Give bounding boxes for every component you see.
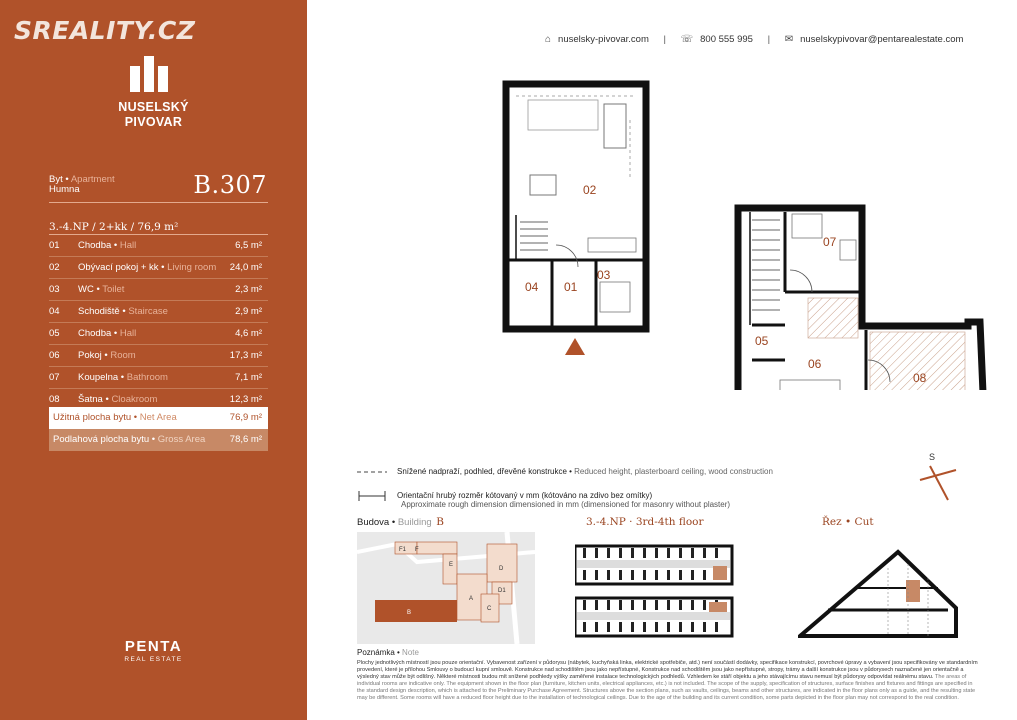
room-label-07: 07 [823, 235, 837, 249]
note-label-cs: Poznámka [357, 648, 395, 657]
block-label: B [407, 610, 412, 616]
room-area: 2,3 m² [235, 284, 262, 295]
floor-key-plans [575, 540, 735, 645]
unit-type-en: Apartment [70, 174, 115, 185]
penta-logo: PENTA [124, 638, 183, 655]
room-row: 05 Chodba • Hall 4,6 m² [49, 323, 268, 345]
room-row: 03 WC • Toilet 2,3 m² [49, 279, 268, 301]
room-name-cs: Chodba [78, 240, 112, 251]
room-row: 04 Schodiště • Staircase 2,9 m² [49, 301, 268, 323]
room-name-en: Toilet [102, 284, 125, 295]
building-label-cs: Budova [357, 517, 390, 528]
room-number: 06 [49, 350, 60, 361]
legend-line2-en: Approximate rough dimension dimensioned in mm (dimensioned for masonry without plaster) [401, 500, 731, 509]
room-name-en: Cloakroom [111, 394, 158, 405]
sreality-watermark-logo: SREALITY.CZ [14, 16, 196, 45]
room-area: 12,3 m² [229, 394, 262, 405]
room-name-cs: Pokoj [78, 350, 102, 361]
room-name-en: Hall [119, 240, 137, 251]
room-name-en: Bathroom [126, 372, 168, 383]
room-name-cs: Schodiště [78, 306, 120, 317]
block-label: F1 [399, 547, 407, 553]
legend-line2-cs: Orientační hrubý rozměr kótovaný v mm (kótováno na zdivo bez omítky) [397, 491, 653, 501]
floor-plan [490, 80, 1010, 390]
gross-area-value: 78,6 m² [229, 434, 262, 445]
block-label: E [449, 562, 454, 568]
divider: | [663, 34, 666, 45]
note-body [357, 660, 979, 702]
block-label: D [499, 566, 504, 572]
note-body-en: The areas of individual rooms are indicative only. The equipment shown in the floor plan (furniture, kitchen units, electrical appliances, etc.) is not included. The scope of the supply, specification of structures, surface finishes and fixtures and fittings are specified in the standard design description, which is attached to the Preliminary Purchase Agreement. Structures above the section plans, such as vaults, ceilings, beams and other structures, are indicated in the floor plans only as a guide, and the resulting state may be different. Some rooms will have a reduced floor height due to the installation of technological ceilings. Due to the age of the building and its current condition, some parts depicted in the floor plan may not correspond to the real condition. [357, 674, 976, 701]
room-name-en: Room [110, 350, 136, 361]
room-name-cs: Koupelna [78, 372, 119, 383]
floor-4-plan [738, 208, 985, 390]
dashed-line-icon [357, 468, 387, 476]
room-name-en: Living room [167, 262, 217, 273]
section-cut-title: Řez • Cut [822, 516, 874, 528]
gross-area-label-cs: Podlahová plocha bytu [53, 434, 150, 445]
room-area: 17,3 m² [229, 350, 262, 361]
legend-line1-en: Reduced height, plasterboard ceiling, wood construction [574, 467, 773, 476]
unit-summary: 3.-4.NP / 2+kk / 76,9 m² [49, 221, 179, 233]
room-row: 01 Chodba • Hall 6,5 m² [49, 235, 268, 257]
net-area-row: Užitná plocha bytu • Net Area 76,9 m² [49, 407, 268, 429]
building-label-en: Building [397, 517, 432, 528]
section-cut-label-cs: Řez [822, 516, 842, 528]
sidebar [0, 0, 307, 720]
room-row: 02 Obývací pokoj + kk • Living room 24,0 m² [49, 257, 268, 279]
unit-code: B.307 [193, 171, 267, 199]
room-row: 07 Koupelna • Bathroom 7,1 m² [49, 367, 268, 389]
net-area-value: 76,9 m² [229, 412, 262, 423]
room-name-cs: WC [78, 284, 94, 295]
room-number: 03 [49, 284, 60, 295]
phone-link[interactable]: 800 555 995 [700, 34, 753, 45]
building-value: B [436, 516, 445, 528]
room-number: 05 [49, 328, 60, 339]
email-link[interactable]: nuselskypivovar@pentarealestate.com [800, 34, 964, 45]
room-area: 7,1 m² [235, 372, 262, 383]
entrance-arrow-icon [565, 338, 585, 355]
mail-icon: ✉ [784, 34, 794, 45]
room-area: 4,6 m² [235, 328, 262, 339]
room-number: 07 [49, 372, 60, 383]
legend-line1-cs: Snížené nadpraží, podhled, dřevěné konstrukce [397, 467, 567, 476]
unit-highlight-4np [709, 602, 727, 612]
building-site-map [357, 532, 535, 644]
home-icon: ⌂ [545, 34, 552, 45]
room-area: 2,9 m² [235, 306, 262, 317]
room-area: 24,0 m² [229, 262, 262, 273]
block-label: C [487, 606, 492, 612]
room-row: 06 Pokoj • Room 17,3 m² [49, 345, 268, 367]
room-number: 08 [49, 394, 60, 405]
section-cut-drawing [798, 548, 958, 642]
room-label-05: 05 [755, 334, 769, 348]
unit-highlight-cut [906, 580, 920, 602]
website-link[interactable]: nuselsky-pivovar.com [558, 34, 649, 45]
phone-icon: ☏ [680, 34, 694, 45]
net-area-label-cs: Užitná plocha bytu [53, 412, 132, 423]
building-b-highlight [375, 600, 457, 622]
room-label-01: 01 [564, 280, 578, 294]
project-name-line1: NUSELSKÝ [118, 100, 189, 114]
unit-type: Byt • Apartment Humna [49, 174, 115, 195]
penta-logo-sub: REAL ESTATE [124, 656, 183, 663]
section-cut-label-en: Cut [854, 516, 874, 528]
room-name-cs: Obývací pokoj + kk [78, 262, 159, 273]
block-label: A [469, 596, 474, 602]
block-label: D1 [498, 588, 506, 594]
room-name-cs: Chodba [78, 328, 112, 339]
room-name-cs: Šatna [78, 394, 103, 405]
divider: | [767, 34, 771, 45]
contact-bar [545, 34, 963, 45]
room-area: 6,5 m² [235, 240, 262, 251]
gross-area-row: Podlahová plocha bytu • Gross Area 78,6 m² [49, 429, 268, 451]
note-title: Poznámka • Note [357, 648, 419, 657]
room-number: 02 [49, 262, 60, 273]
room-label-06: 06 [808, 357, 822, 371]
note-label-en: Note [402, 648, 419, 657]
project-logo-icon [128, 56, 170, 92]
room-name-en: Staircase [128, 306, 168, 317]
compass-icon [912, 448, 962, 508]
building-title: Budova • Building B [357, 516, 445, 528]
gross-area-label-en: Gross Area [157, 434, 206, 445]
room-number: 01 [49, 240, 60, 251]
note-body-cs: Plochy jednotlivých místností jsou pouze orientační. Vybavenost zařízení v půdorysu (nábytek, kuchyňská linka, elektrické spotřebiče, atd.) není součástí dodávky, specifikace konstrukcí, povrchové úpravy a vybavení jsou specifikovány ve standardním provedení, které je přílohou Smlouvy o budoucí kupní smlouvě. Konstrukce nad schodištěm jsou jako nepřístupné, Konstrukce nad schodištěm jsou jako nepřístupné, stropy, trámy a další konstrukce jsou v půdorysech naznačené jen orientačně a výsledný stav může být odlišný. Některé místnosti budou mít snížené podhledy výšky zaměřené instalace technologických podhledů. Vzhledem ke stáří objektu a jeho stávajícímu stavu nemusí být půdorysy odpovídat reálnému stavu. [357, 660, 978, 680]
room-label-03: 03 [597, 268, 611, 282]
compass-label: S [929, 452, 936, 462]
room-label-04: 04 [525, 280, 539, 294]
project-name-line2: PIVOVAR [124, 115, 183, 129]
divider [49, 202, 268, 203]
room-label-08: 08 [913, 371, 927, 385]
unit-type-cs: Byt [49, 174, 63, 185]
legend-reduced-height: Snížené nadpraží, podhled, dřevěné konstrukce • Reduced height, plasterboard ceiling, wood construction [357, 467, 773, 476]
room-label-02: 02 [583, 183, 597, 197]
floor-3-plan [506, 84, 646, 355]
room-row: 08 Šatna • Cloakroom 12,3 m² [49, 389, 268, 411]
unit-highlight-3np [713, 566, 727, 580]
block-label: F [415, 547, 419, 553]
net-area-label-en: Net Area [139, 412, 177, 423]
project-name [0, 100, 307, 130]
dimension-line-icon [357, 490, 387, 502]
room-name-en: Hall [119, 328, 137, 339]
floor-section-title: 3.-4.NP · 3rd-4th floor [586, 516, 704, 528]
room-number: 04 [49, 306, 60, 317]
unit-type-line2: Humna [49, 184, 80, 195]
